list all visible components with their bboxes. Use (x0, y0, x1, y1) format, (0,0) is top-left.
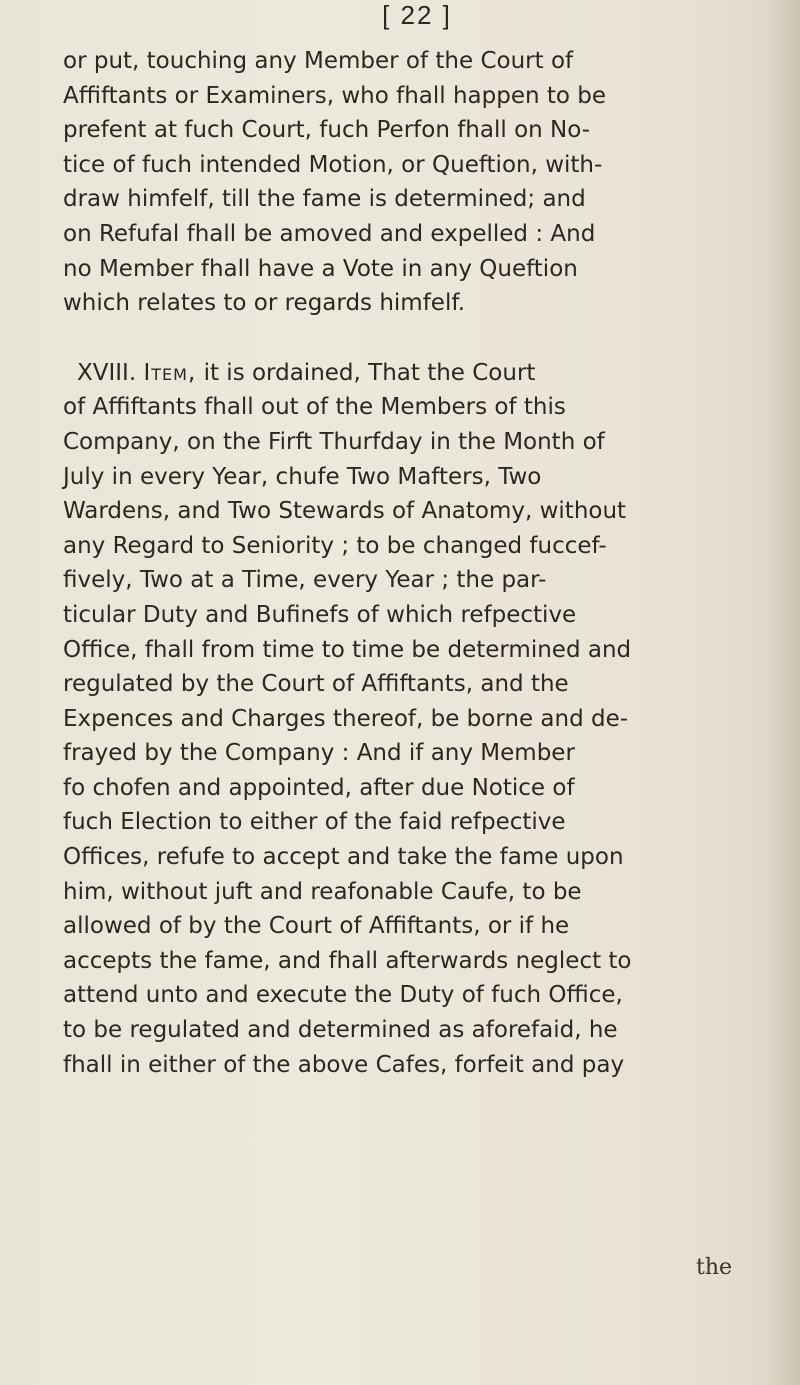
text-line: any Regard to Seniority ; to be changed fuccef- (63, 532, 607, 559)
text-line: accepts the fame, and fhall afterwards neglect to (63, 947, 632, 974)
text-line: fo chofen and appointed, after due Notice of (63, 774, 575, 801)
text-line: Expences and Charges thereof, be borne and de- (63, 705, 629, 732)
text-line: fuch Election to either of the faid refpective (63, 809, 566, 836)
section-heading-line (63, 356, 763, 391)
text-line: draw himfelf, till the fame is determined; and (63, 186, 586, 213)
text-line: of Affiftants fhall out of the Members of this (63, 394, 566, 421)
text-line: July in every Year, chufe Two Mafters, Two (63, 463, 542, 490)
text-line: him, without juft and reafonable Caufe, to be (63, 878, 582, 905)
text-line: frayed by the Company : And if any Member (63, 740, 575, 767)
body-text (63, 44, 763, 1082)
text-line: Company, on the Firft Thurfday in the Month of (63, 428, 605, 455)
text-line: Office, fhall from time to time be determined and (63, 636, 632, 663)
section-first-line: it is ordained, That the Court (203, 359, 536, 386)
text-line: tice of fuch intended Motion, or Queftion, with- (63, 151, 603, 178)
text-line: Offices, refufe to accept and take the fame upon (63, 844, 624, 871)
paragraph-continuation (63, 44, 763, 321)
page-number: [ 22 ] (382, 0, 452, 30)
catchword: the (696, 1255, 733, 1280)
section-item-label: Item, (143, 359, 197, 386)
section-numeral: XVIII. (77, 359, 137, 386)
text-line: which relates to or regards himfelf. (63, 290, 466, 317)
text-line: Wardens, and Two Stewards of Anatomy, without (63, 498, 627, 525)
section-xviii (63, 356, 763, 1082)
text-line: allowed of by the Court of Affiftants, or if he (63, 913, 570, 940)
text-line: on Refufal fhall be amoved and expelled : And (63, 220, 596, 247)
text-line: Affiftants or Examiners, who fhall happen to be (63, 82, 607, 109)
text-line: regulated by the Court of Affiftants, and the (63, 671, 569, 698)
text-line: fhall in either of the above Cafes, forfeit and pay (63, 1051, 625, 1078)
text-line: fively, Two at a Time, every Year ; the par- (63, 567, 547, 594)
text-line: or put, touching any Member of the Court of (63, 48, 574, 74)
text-line: to be regulated and determined as aforefaid, he (63, 1017, 618, 1044)
page-edge-shadow (764, 0, 800, 1385)
text-line: no Member fhall have a Vote in any Queftion (63, 255, 578, 282)
paragraph-gap (63, 321, 763, 356)
text-line: prefent at fuch Court, fuch Perfon fhall on No- (63, 117, 591, 144)
text-line: attend unto and execute the Duty of fuch Office, (63, 982, 623, 1009)
text-line: ticular Duty and Bufinefs of which refpective (63, 601, 577, 628)
